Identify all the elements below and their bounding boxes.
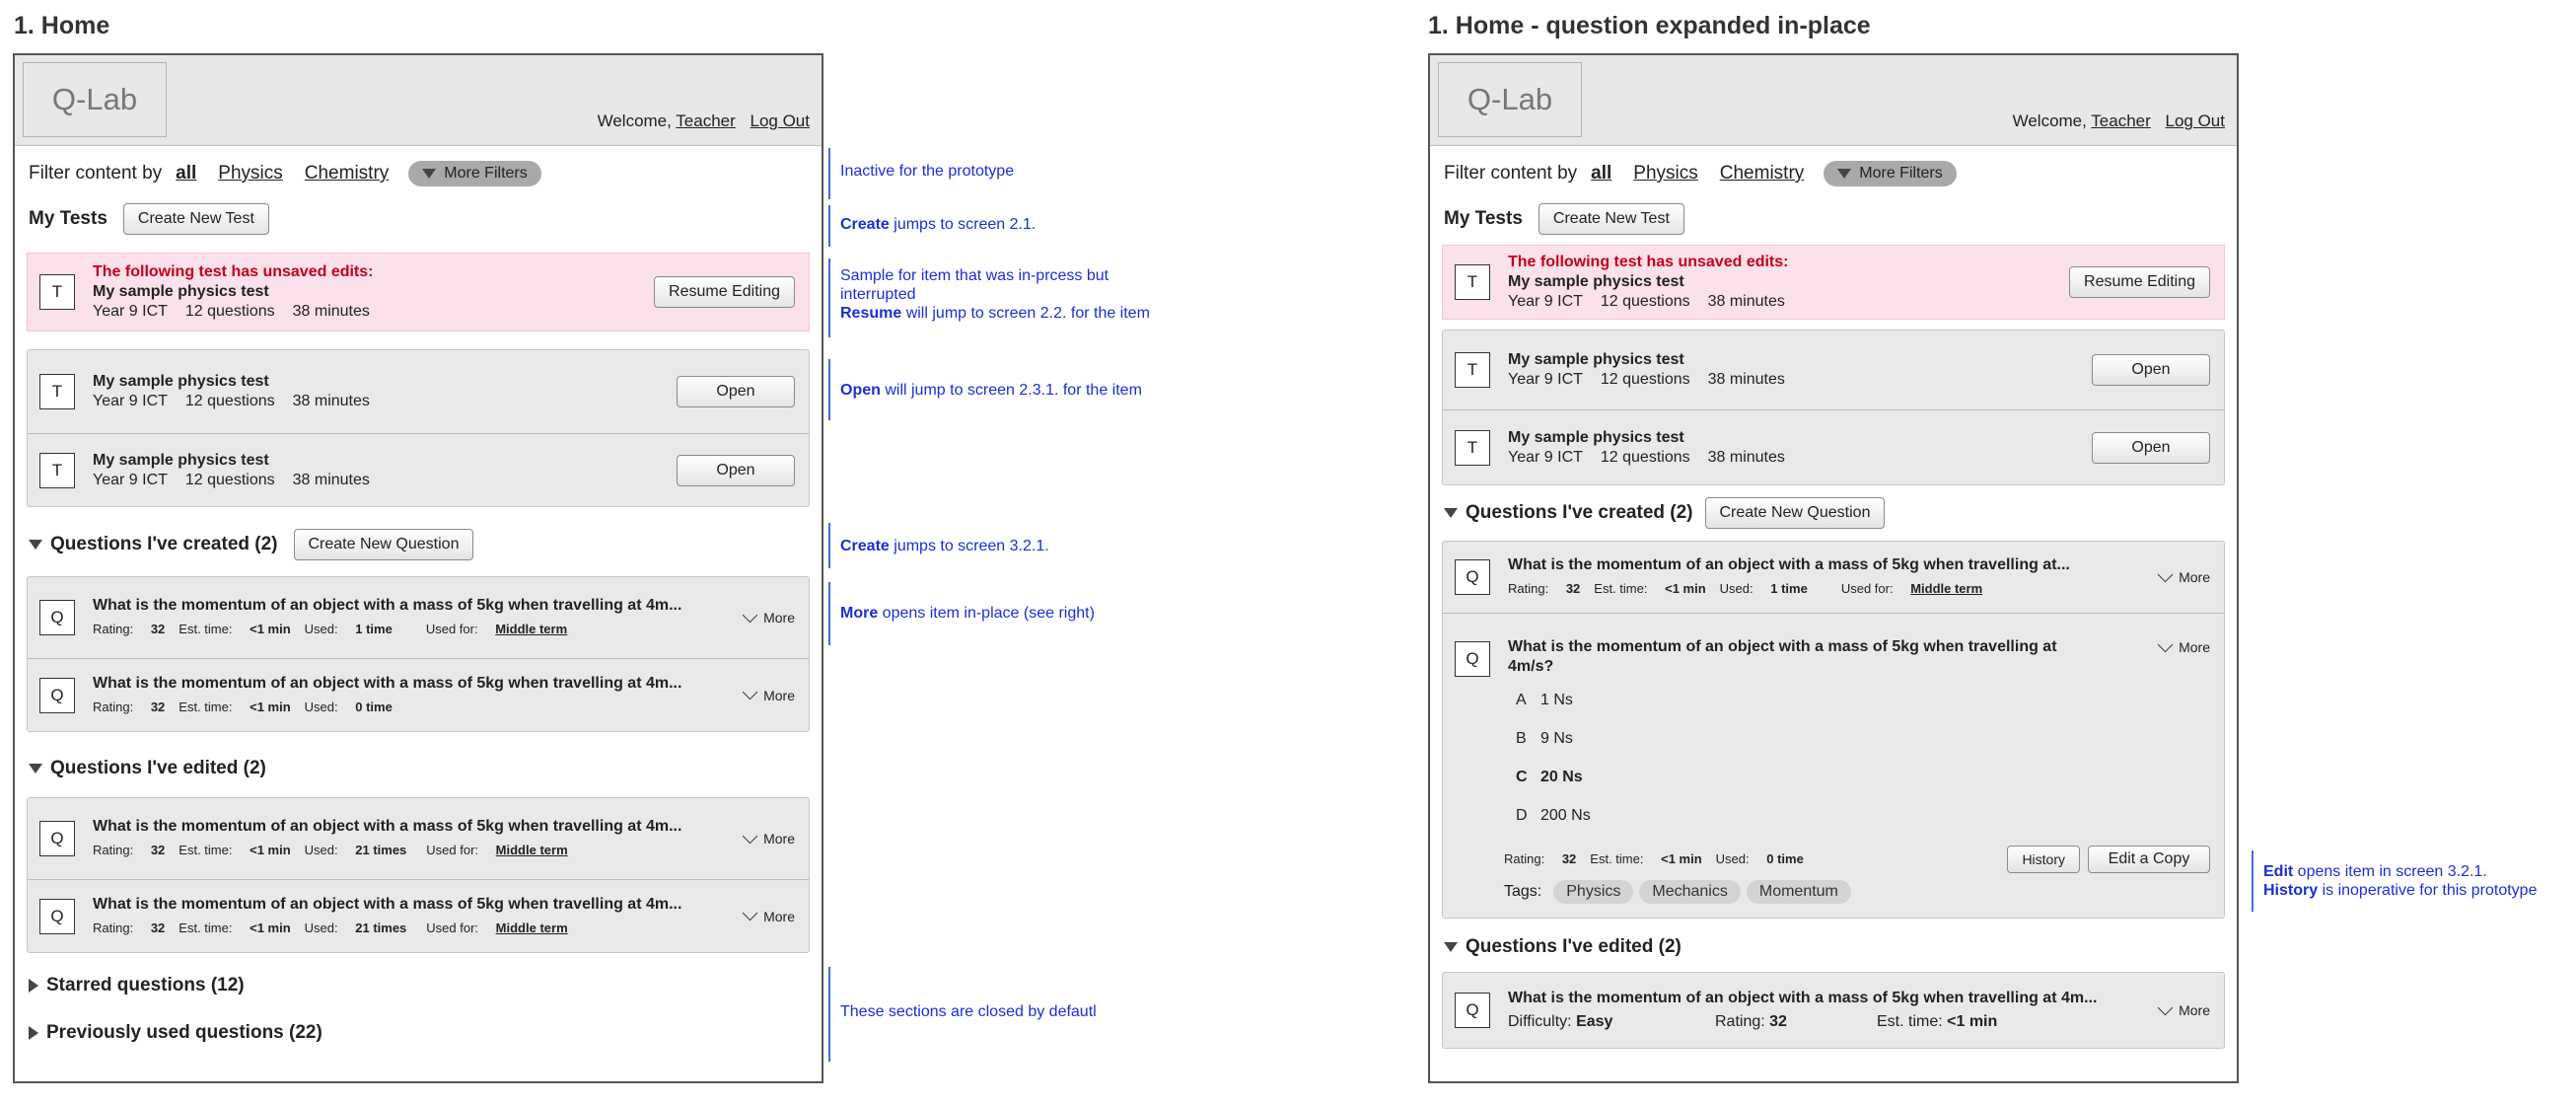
- question-icon: Q: [39, 821, 75, 856]
- test-icon: T: [39, 274, 75, 310]
- questions-created-header[interactable]: [1442, 495, 2225, 531]
- top-bar: [1430, 55, 2237, 146]
- chevron-down-icon: [743, 828, 758, 844]
- test-duration: 38 minutes: [292, 393, 370, 409]
- unsaved-test-card: [27, 253, 810, 332]
- more-filters-button[interactable]: [1824, 161, 1956, 186]
- test-card: T My sample physics test Year 9 ICT 12 questions 38 minutes Open: [1443, 331, 2224, 409]
- more-button[interactable]: More: [2160, 639, 2210, 655]
- answer-option: A 1 Ns: [1516, 691, 1573, 708]
- test-year: Year 9 ICT: [93, 303, 168, 320]
- test-card: [28, 433, 809, 506]
- create-question-button[interactable]: Create New Question: [294, 529, 474, 560]
- answer-option: B 9 Ns: [1516, 729, 1573, 747]
- test-title: My sample physics test: [93, 283, 269, 300]
- chevron-down-icon: [743, 607, 758, 623]
- answer-option-correct: C 20 Ns: [1516, 768, 1583, 785]
- tests-list: [27, 349, 810, 507]
- test-questions: 12 questions: [184, 303, 275, 320]
- test-year: Year 9 ICT: [93, 393, 168, 409]
- used-for-link[interactable]: Middle term: [495, 920, 568, 935]
- question-text: What is the momentum of an object with a mass of 5kg when travelling at 4m...: [93, 818, 682, 835]
- history-button[interactable]: History: [2007, 846, 2080, 873]
- unsaved-test-card: T The following test has unsaved edits: My sample physics test Year 9 ICT 12 questions 38 minutes Resume Editing: [1442, 245, 2225, 320]
- questions-edited-header[interactable]: [1442, 932, 2225, 962]
- created-questions-list: [27, 576, 810, 732]
- unsaved-warning: The following test has unsaved edits:: [93, 263, 374, 280]
- open-test-button[interactable]: Open: [677, 376, 795, 407]
- more-button[interactable]: More: [745, 831, 795, 847]
- triangle-right-icon: [29, 979, 38, 993]
- test-icon: T: [1455, 264, 1490, 300]
- triangle-down-icon: [29, 764, 42, 774]
- used-for-link[interactable]: Middle term: [495, 622, 568, 636]
- question-card-expanded: Q What is the momentum of an object with a mass of 5kg when travelling at 4m/s? More A 1 Ns B 9 Ns C 20 Ns D 200 Ns Rating: 32 Est. time: <1 min Used: 0 time History Edit a Copy Tags: Physics Mechanics Momentum: [1443, 613, 2224, 918]
- answer-options: [1508, 681, 2224, 835]
- question-icon: Q: [39, 899, 75, 934]
- question-text: What is the momentum of an object with a mass of 5kg when travelling at 4m...: [93, 597, 682, 614]
- previously-used-heading: Previously used questions (22): [46, 1022, 322, 1043]
- question-icon: Q: [39, 600, 75, 635]
- more-button[interactable]: More: [2160, 569, 2210, 585]
- my-tests-header: [27, 201, 810, 237]
- tag[interactable]: Momentum: [1747, 880, 1851, 904]
- test-questions: 12 questions: [184, 471, 275, 488]
- annotation-resume: Sample for item that was in-prcess but interrupted Resume will jump to screen 2.2. for the item: [828, 258, 1150, 337]
- test-card: T My sample physics test Year 9 ICT 12 questions 38 minutes Open: [1443, 409, 2224, 484]
- test-year: Year 9 ICT: [93, 471, 168, 488]
- questions-created-heading: Questions I've created (2): [50, 534, 278, 554]
- tags-row: [1504, 880, 2224, 904]
- filter-label: Filter content by: [1444, 163, 1578, 184]
- used-for-link[interactable]: Middle term: [495, 843, 568, 857]
- chevron-down-icon: [2158, 999, 2174, 1015]
- triangle-down-icon: [1837, 169, 1851, 179]
- resume-editing-button[interactable]: Resume Editing: [2069, 266, 2210, 298]
- question-card: Q What is the momentum of an object with a mass of 5kg when travelling at 4m... Rating: 32 Est. time: <1 min Used: 0 time More: [28, 658, 809, 731]
- question-text: What is the momentum of an object with a mass of 5kg when travelling at 4m...: [93, 674, 682, 692]
- create-test-button[interactable]: Create New Test: [123, 203, 269, 235]
- tags-label: Tags:: [1504, 883, 1542, 900]
- filter-label: Filter content by: [29, 163, 163, 184]
- edited-questions-list: [1442, 972, 2225, 1049]
- welcome-text: Welcome,: [2012, 111, 2087, 130]
- previously-used-header[interactable]: [27, 1018, 810, 1048]
- more-button[interactable]: More: [745, 610, 795, 626]
- resume-editing-button[interactable]: Resume Editing: [654, 276, 795, 308]
- test-title: My sample physics test: [93, 451, 269, 469]
- open-test-button[interactable]: Open: [2092, 432, 2210, 464]
- question-card: Q What is the momentum of an object with a mass of 5kg when travelling at 4m... Rating: 32 Est. time: <1 min Used: 21 times Used for: Middle term More: [28, 798, 809, 879]
- open-test-button[interactable]: Open: [677, 455, 795, 486]
- edit-copy-button[interactable]: Edit a Copy: [2088, 846, 2210, 873]
- question-icon: Q: [1455, 641, 1490, 677]
- annotation-more: More opens item in-place (see right): [828, 582, 1095, 645]
- created-questions-list: [1442, 541, 2225, 919]
- question-card: Q What is the momentum of an object with a mass of 5kg when travelling at 4m... Difficulty: Easy Rating: 32 Est. time: <1 min More: [1443, 973, 2224, 1048]
- annotation-closed-sections: These sections are closed by defautl: [828, 967, 1097, 1062]
- question-text: What is the momentum of an object with a mass of 5kg when travelling at 4m...: [1508, 990, 2098, 1006]
- question-icon: Q: [1455, 559, 1490, 595]
- chevron-down-icon: [2158, 566, 2174, 582]
- annotation-filters: Inactive for the prototype: [828, 148, 1014, 199]
- home-expanded-screen-frame: [1428, 53, 2239, 1083]
- filter-chemistry[interactable]: Chemistry: [1719, 163, 1805, 184]
- test-icon: T: [1455, 430, 1490, 466]
- question-text: What is the momentum of an object with a mass of 5kg when travelling at 4m...: [93, 895, 682, 913]
- top-bar: [15, 55, 822, 146]
- more-filters-label: More Filters: [1859, 165, 1943, 182]
- triangle-right-icon: [29, 1026, 38, 1040]
- unsaved-warning: The following test has unsaved edits:: [1508, 254, 1789, 270]
- question-card: Q What is the momentum of an object with a mass of 5kg when travelling at... Rating: 32 Est. time: <1 min Used: 1 time Used for: Middle term More: [1443, 542, 2224, 613]
- test-title: My sample physics test: [1508, 273, 1684, 290]
- triangle-down-icon: [1444, 508, 1458, 518]
- filter-physics[interactable]: Physics: [1633, 163, 1698, 184]
- chevron-down-icon: [743, 685, 758, 700]
- annotation-create-question: Create jumps to screen 3.2.1.: [828, 523, 1049, 568]
- answer-option: D 200 Ns: [1516, 806, 1591, 824]
- starred-heading: Starred questions (12): [46, 975, 245, 995]
- test-questions: 12 questions: [184, 393, 275, 409]
- annotation-open: Open will jump to screen 2.3.1. for the item: [828, 359, 1142, 420]
- my-tests-heading: My Tests: [1444, 208, 1523, 229]
- more-filters-label: More Filters: [444, 165, 528, 182]
- filter-bar: [1442, 154, 2225, 193]
- rating-value: 32: [150, 622, 166, 636]
- annotation-edit-history: Edit opens item in screen 3.2.1. History is inoperative for this prototype: [2252, 850, 2537, 912]
- chevron-down-icon: [2158, 636, 2174, 652]
- questions-edited-heading: Questions I've edited (2): [1466, 936, 1682, 957]
- more-button[interactable]: More: [745, 909, 795, 924]
- test-icon: T: [39, 374, 75, 409]
- filter-all[interactable]: all: [1591, 163, 1612, 184]
- user-link[interactable]: Teacher: [2091, 111, 2151, 130]
- create-test-button[interactable]: Create New Test: [1538, 203, 1684, 235]
- logout-link[interactable]: Log Out: [750, 111, 810, 130]
- welcome-text: Welcome,: [597, 111, 672, 130]
- test-icon: T: [1455, 352, 1490, 388]
- question-icon: Q: [39, 678, 75, 713]
- test-title: My sample physics test: [93, 373, 269, 390]
- left-screen-title: 1. Home: [14, 12, 110, 39]
- tests-list: [1442, 330, 2225, 485]
- question-icon: Q: [1455, 993, 1490, 1028]
- test-duration: 38 minutes: [292, 471, 370, 488]
- questions-edited-heading: Questions I've edited (2): [50, 758, 266, 778]
- questions-created-header[interactable]: [27, 527, 810, 562]
- filter-bar: [27, 154, 810, 193]
- logo: Q-Lab: [1438, 62, 1582, 137]
- more-button[interactable]: More: [745, 688, 795, 703]
- filter-all[interactable]: all: [176, 163, 197, 184]
- triangle-down-icon: [422, 169, 436, 179]
- questions-edited-header[interactable]: [27, 754, 810, 783]
- my-tests-heading: My Tests: [29, 208, 107, 229]
- test-icon: T: [39, 453, 75, 488]
- test-duration: 38 minutes: [292, 303, 370, 320]
- question-text: What is the momentum of an object with a mass of 5kg when travelling at...: [1508, 556, 2070, 573]
- create-question-button[interactable]: Create New Question: [1705, 497, 1886, 529]
- filter-physics[interactable]: Physics: [218, 163, 283, 184]
- welcome-area: [598, 111, 810, 131]
- welcome-area: [2013, 111, 2225, 131]
- tag[interactable]: Mechanics: [1639, 880, 1740, 904]
- chevron-down-icon: [743, 906, 758, 921]
- logout-link[interactable]: Log Out: [2165, 111, 2225, 130]
- more-filters-button[interactable]: [408, 161, 540, 186]
- question-full-text: What is the momentum of an object with a mass of 5kg when travelling at 4m/s?: [1508, 638, 2057, 675]
- tag[interactable]: Physics: [1553, 880, 1633, 904]
- question-card: Q What is the momentum of an object with a mass of 5kg when travelling at 4m... Rating: 32 Est. time: <1 min Used: 1 time Used for: Middle term More: [28, 577, 809, 658]
- more-button[interactable]: More: [2160, 1002, 2210, 1018]
- home-screen-frame: [13, 53, 823, 1083]
- edited-questions-list: [27, 797, 810, 953]
- questions-created-heading: Questions I've created (2): [1466, 502, 1693, 523]
- open-test-button[interactable]: Open: [2092, 354, 2210, 386]
- filter-chemistry[interactable]: Chemistry: [304, 163, 390, 184]
- triangle-down-icon: [1444, 942, 1458, 952]
- logo: Q-Lab: [23, 62, 167, 137]
- test-card: [28, 350, 809, 433]
- starred-questions-header[interactable]: [27, 971, 810, 1000]
- annotation-create-test: Create jumps to screen 2.1.: [828, 205, 1036, 247]
- right-screen-title: 1. Home - question expanded in-place: [1428, 12, 1871, 39]
- user-link[interactable]: Teacher: [676, 111, 736, 130]
- my-tests-header: [1442, 201, 2225, 237]
- used-for-link[interactable]: Middle term: [1910, 581, 1983, 596]
- triangle-down-icon: [29, 540, 42, 550]
- question-card: Q What is the momentum of an object with a mass of 5kg when travelling at 4m... Rating: 32 Est. time: <1 min Used: 21 times Used for: Middle term More: [28, 879, 809, 952]
